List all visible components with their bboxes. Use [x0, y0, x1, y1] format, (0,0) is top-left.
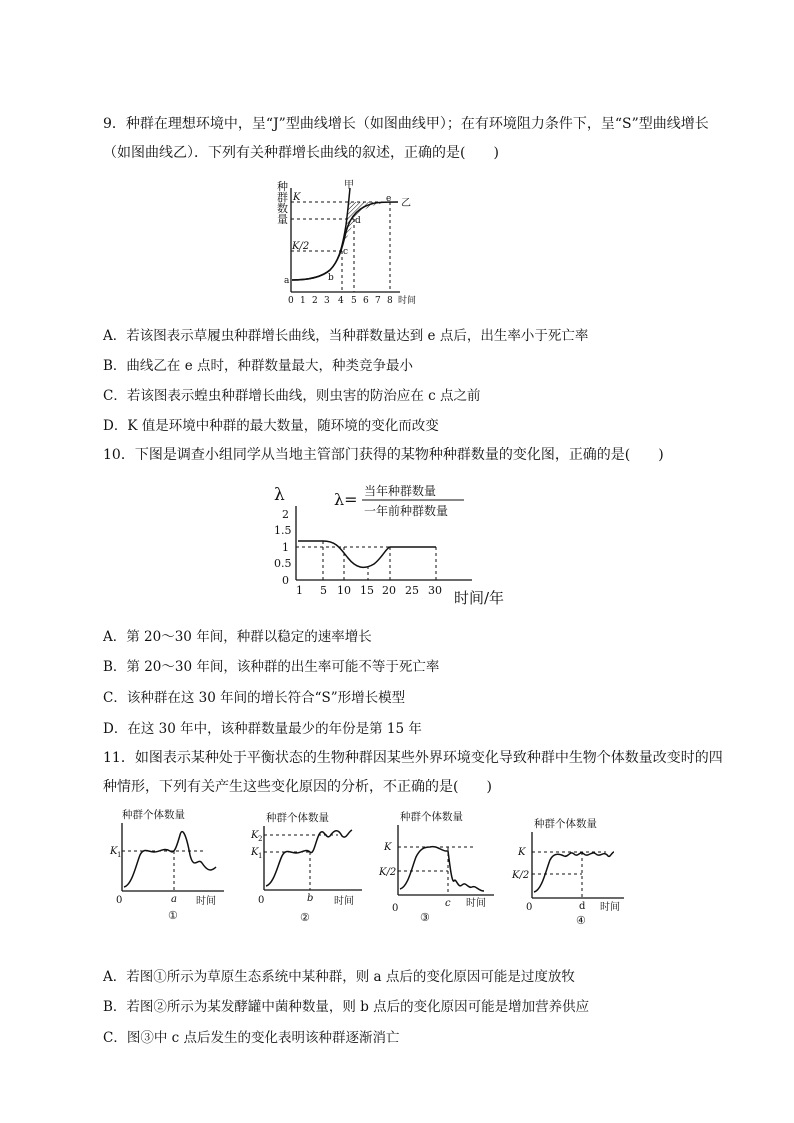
- q10-xtick-20: 20: [382, 584, 396, 597]
- q11-panel3-curve: [400, 847, 484, 891]
- q9-figure: [277, 180, 430, 310]
- q11-panel2-k1-sub: 1: [258, 852, 263, 860]
- q11-panel1-k: K: [110, 846, 118, 857]
- q11-panel4-xlabel: 时间: [600, 902, 620, 913]
- q10-ytick-1.5: 1.5: [274, 524, 292, 537]
- q11-panel1-origin: 0: [116, 895, 123, 906]
- q9-ylabel-0: 种: [277, 180, 288, 193]
- q9-tick-4: 4: [338, 296, 344, 306]
- q11-panel3-num: ③: [420, 911, 430, 924]
- q10-option-c: C．该种群在这 30 年间的增长符合“S”形增长模型: [103, 690, 406, 706]
- q11-panel2-curve: [266, 830, 352, 886]
- q10-ytick-0.5: 0.5: [274, 557, 292, 570]
- q11-panel-4: [508, 810, 633, 930]
- q11-panel4-curve: [534, 852, 614, 892]
- q11-panel3-origin: 0: [392, 903, 399, 914]
- q11-panel1-k-sub: 1: [117, 851, 122, 859]
- q10-xtick-5: 5: [320, 584, 327, 597]
- q9-point-d: d: [355, 216, 361, 226]
- q9-point-e: e: [386, 194, 392, 204]
- q11-panel2-xlabel: 时间: [334, 896, 354, 907]
- q11-panel4-k: K: [518, 847, 526, 858]
- q10-ytick-1: 1: [282, 541, 289, 554]
- q10-figure: [268, 478, 528, 608]
- q9-point-a: a: [284, 276, 290, 286]
- q11-panel2-origin: 0: [258, 895, 265, 906]
- q9-ylabel-2: 数: [277, 202, 288, 215]
- q11-panel3-k2: K/2: [379, 867, 397, 878]
- q11-panel4-title: 种群个体数量: [534, 818, 597, 830]
- q11-panel4-num: ④: [576, 914, 586, 927]
- q11-panel1-num: ①: [168, 909, 178, 922]
- q9-option-a: A．若该图表示草履虫种群增长曲线，当种群数量达到 e 点后，出生率小于死亡率: [103, 328, 589, 344]
- q10-xtick-25: 25: [405, 584, 419, 597]
- q9-tick-0: 0: [288, 296, 294, 306]
- q10-stem: 10．下图是调查小组同学从当地主管部门获得的某物种种群数量的变化图，正确的是( ): [103, 447, 664, 463]
- q11-panel1-xlabel: 时间: [196, 896, 216, 907]
- q11-panel4-origin: 0: [526, 902, 533, 913]
- q9-k2-label: K/2: [292, 241, 310, 252]
- q11-panel-3: [380, 805, 505, 925]
- q10-lambda-curve: [298, 541, 436, 567]
- q9-point-c: c: [343, 247, 349, 257]
- q11-stem: 11．如图表示某种处于平衡状态的生物种群因某些外界环境变化导致种群中生物个体数量改变时的四种情形，下列有关产生这些变化原因的分析，不正确的是( ): [103, 750, 723, 795]
- q10-xtick-10: 10: [337, 584, 351, 597]
- q10-formula-lhs: λ=: [334, 490, 358, 509]
- q10-option-b: B．第 20～30 年间，该种群的出生率可能不等于死亡率: [103, 659, 440, 675]
- q9-yi-label: 乙: [401, 198, 411, 209]
- q9-tick-8: 8: [387, 296, 393, 306]
- q11-panel1-mark: a: [171, 894, 177, 905]
- q9-xlabel: 时间: [398, 296, 417, 306]
- q11-panel3-mark: c: [445, 898, 451, 909]
- q11-panel-2: [250, 808, 375, 928]
- q9-jia-label: 甲: [344, 180, 354, 191]
- q10-xtick-30: 30: [428, 584, 442, 597]
- q11-panel2-mark: b: [307, 893, 314, 904]
- q11-panel3-title: 种群个体数量: [400, 811, 463, 823]
- q11-panel3-k: K: [384, 842, 392, 853]
- q11-panel4-mark: d: [579, 901, 586, 912]
- q11-option-a: A．若图①所示为草原生态系统中某种群，则 a 点后的变化原因可能是过度放牧: [103, 969, 575, 985]
- q10-ytick-0: 0: [282, 574, 289, 587]
- q9-tick-5: 5: [351, 296, 357, 306]
- q11-panel-1: [108, 805, 233, 925]
- q10-xlabel: 时间/年: [454, 589, 505, 607]
- q10-formula-num: 当年种群数量: [364, 484, 437, 498]
- q11-panel2-k2: K: [251, 830, 259, 841]
- q9-stem: 9．种群在理想环境中，呈“J”型曲线增长（如图曲线甲）；在有环境阻力条件下，呈“S”型曲线增长（如图曲线乙）．下列有关种群增长曲线的叙述，正确的是( ): [103, 116, 709, 161]
- q10-formula-den: 一年前种群数量: [364, 504, 449, 518]
- q9-tick-6: 6: [363, 296, 369, 306]
- q10-xtick-15: 15: [360, 584, 374, 597]
- q9-hatched-area: [343, 202, 390, 245]
- q9-tick-3: 3: [324, 296, 330, 306]
- q9-option-d: D．K 值是环境中种群的最大数量，随环境的变化而改变: [103, 418, 439, 434]
- q10-ylabel: λ: [274, 485, 285, 505]
- q10-ytick-2: 2: [282, 508, 289, 521]
- q10-option-d: D．在这 30 年中，该种群数量最少的年份是第 15 年: [103, 721, 422, 737]
- q9-ylabel-3: 量: [277, 213, 288, 226]
- q9-k-label: K: [293, 192, 301, 203]
- q9-option-b: B．曲线乙在 e 点时，种群数量最大，种类竞争最小: [103, 358, 413, 374]
- q11-option-b: B．若图②所示为某发酵罐中菌种数量，则 b 点后的变化原因可能是增加营养供应: [103, 999, 590, 1015]
- q9-tick-1: 1: [300, 296, 306, 306]
- q9-point-b: b: [328, 273, 334, 283]
- q11-panel3-xlabel: 时间: [466, 898, 486, 909]
- q11-panel2-k1: K: [251, 847, 259, 858]
- q9-ylabel-1: 群: [277, 191, 288, 204]
- q11-panel2-k2-sub: 2: [258, 835, 263, 843]
- q11-panel4-k2: K/2: [512, 870, 530, 881]
- q10-xtick-1: 1: [296, 584, 303, 597]
- q11-panel1-title: 种群个体数量: [122, 809, 185, 821]
- q11-panel2-title: 种群个体数量: [266, 812, 329, 824]
- q11-panel2-num: ②: [300, 911, 310, 924]
- q9-option-c: C．若该图表示蝗虫种群增长曲线，则虫害的防治应在 c 点之前: [103, 388, 481, 404]
- q11-option-c: C．图③中 c 点后发生的变化表明该种群逐渐消亡: [103, 1030, 400, 1046]
- q11-panel1-curve: [124, 832, 216, 887]
- q9-tick-2: 2: [312, 296, 318, 306]
- q9-tick-7: 7: [375, 296, 381, 306]
- q10-option-a: A．第 20～30 年间，种群以稳定的速率增长: [103, 629, 372, 645]
